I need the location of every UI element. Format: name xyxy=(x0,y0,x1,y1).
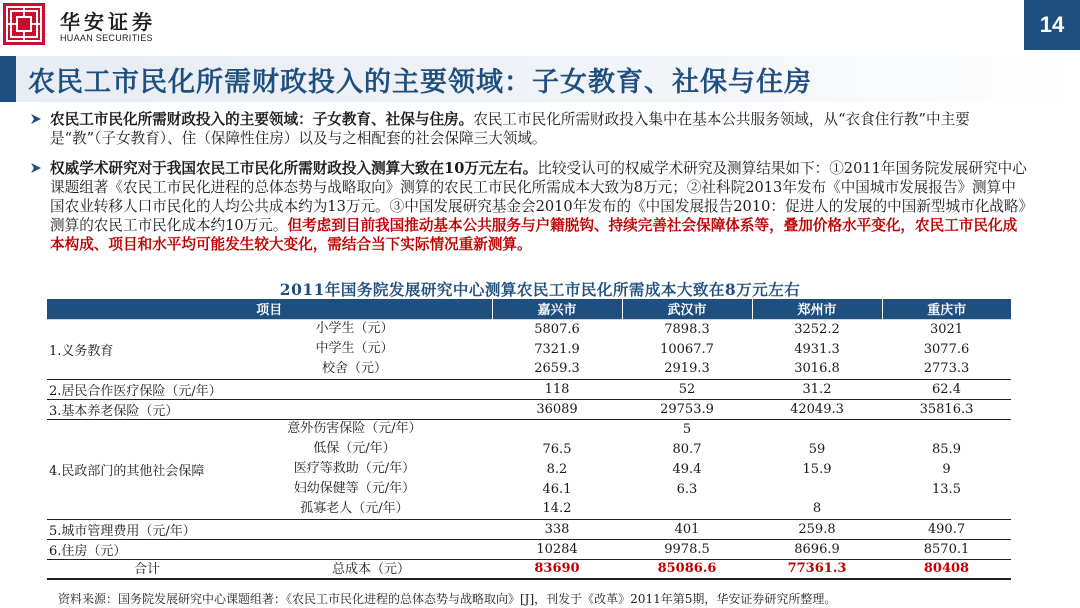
row-value: 31.2 xyxy=(752,379,882,399)
row-value: 8696.9 xyxy=(752,539,882,559)
row-value: 62.4 xyxy=(882,379,1011,399)
logo-text-cn: 华安证券 xyxy=(60,10,156,34)
row-value: 5 xyxy=(622,419,752,439)
bullet-bold-text: 农民工市民化所需财政投入的主要领域：子女教育、社保与住房。 xyxy=(50,111,474,128)
row-value: 118 xyxy=(492,379,622,399)
row-value: 2919.3 xyxy=(664,361,710,377)
row-value: 401 xyxy=(622,519,752,539)
row-subitem: 校舍（元） xyxy=(321,361,387,376)
bullet-text: 比较受认可的权威学术研究及测算结果如下：①2011年国务院发展研究中心课题组著《农民工市民化进程的总体态势与战略取向》测算的农民工市民化所需成本大致为8万元；②社科院2013年发布《中国城市发展报告》测算中国农业转移人口市民化的人均公共成本约为13万元。③中国发展研究基金会2010年发布的《中国发展报告2010：促进人的发展的中国新型城市化战略》测算的农民工市民化成本约10万元。 xyxy=(50,160,1027,234)
row-value: 490.7 xyxy=(882,519,1011,539)
row-value: 10067.7 xyxy=(660,341,714,357)
total-label: 合计 xyxy=(134,561,161,577)
row-value: 15.9 xyxy=(802,461,832,477)
row-subitem: 低保（元/年） xyxy=(313,441,396,456)
row-value: 3021 xyxy=(882,319,1011,339)
row-value: 85.9 xyxy=(932,441,961,457)
table-row xyxy=(47,539,1011,559)
header-zhengzhou: 郑州市 xyxy=(752,299,882,319)
row-value: 29753.9 xyxy=(622,399,752,419)
row-category: 4.民政部门的其他社会保障 xyxy=(47,419,492,519)
row-value xyxy=(622,499,752,519)
table-row xyxy=(47,519,1011,539)
row-value: 4931.3 xyxy=(794,341,840,357)
arrow-bullet-icon xyxy=(30,113,42,125)
table-header-row xyxy=(47,299,1011,319)
row-value: 7321.9 xyxy=(534,341,580,357)
row-value: 3016.8 xyxy=(794,361,840,377)
row-value: 49.4 xyxy=(672,461,702,477)
logo-text-en: HUAAN SECURITIES xyxy=(60,33,153,43)
title-accent xyxy=(0,56,16,102)
row-subitem: 中学生（元） xyxy=(315,341,394,356)
row-value: 7898.3 xyxy=(622,319,752,339)
total-label-cell xyxy=(47,559,492,579)
row-value xyxy=(752,419,882,439)
row-value: 80.7 xyxy=(672,441,702,457)
row-value: 46.1 xyxy=(542,481,572,497)
row-value: 14.2 xyxy=(542,501,572,517)
bullet-item xyxy=(30,159,1030,254)
row-category: 1.义务教育 xyxy=(47,319,492,379)
row-value: 8.2 xyxy=(546,461,568,477)
row-value: 3252.2 xyxy=(752,319,882,339)
arrow-bullet-icon xyxy=(30,162,42,174)
row-subitem: 妇幼保健等（元/年） xyxy=(293,481,416,496)
row-category: 3.基本养老保险（元） xyxy=(47,399,492,419)
table-total-row xyxy=(47,559,1011,579)
row-subitem: 意外伤害保险（元/年） xyxy=(287,421,422,436)
source-note: 资料来源：国务院发展研究中心课题组著：《农民工市民化进程的总体态势与战略取向》[J]，刊发于《改革》2011年第5期，华安证券研究所整理。 xyxy=(58,592,837,606)
row-value: 2773.3 xyxy=(923,361,970,377)
row-value: 52 xyxy=(622,379,752,399)
header-wuhan: 武汉市 xyxy=(622,299,752,319)
huaan-logo-icon xyxy=(2,2,46,46)
row-value: 76.5 xyxy=(542,441,572,457)
page-title: 农民工市民化所需财政投入的主要领域：子女教育、社保与住房 xyxy=(28,67,812,98)
row-value: 42049.3 xyxy=(752,399,882,419)
table-caption: 2011年国务院发展研究中心测算农民工市民化所需成本大致在8万元左右 xyxy=(279,280,801,299)
row-value: 8570.1 xyxy=(882,539,1011,559)
row-value: 9978.5 xyxy=(622,539,752,559)
row-value: 5807.6 xyxy=(492,319,622,339)
total-value: 77361.3 xyxy=(752,559,882,579)
row-value: 13.5 xyxy=(932,481,961,497)
header-chongqing: 重庆市 xyxy=(882,299,1011,319)
row-subitem: 孤寡老人（元/年） xyxy=(300,501,409,516)
bullet-red-text: 但考虑到目前我国推动基本公共服务与户籍脱钩、持续完善社会保障体系等，叠加价格水平变化，农民工市民化成本构成、项目和水平均可能发生较大变化，需结合当下实际情况重新测算。 xyxy=(50,217,1018,253)
row-value: 10284 xyxy=(492,539,622,559)
total-sublabel: 总成本（元） xyxy=(332,561,411,577)
bullet-text: 农民工市民化所需财政投入集中在基本公共服务领域，从“衣食住行教”中主要是“教”（子女教育）、住（保障性住房）以及与之相配套的社会保障三大领域。 xyxy=(50,111,970,147)
bullet-list xyxy=(30,110,1030,265)
row-category: 2.居民合作医疗保险（元/年） xyxy=(47,379,492,399)
row-value: 338 xyxy=(492,519,622,539)
total-value: 85086.6 xyxy=(622,559,752,579)
row-value: 9 xyxy=(942,461,951,477)
row-value: 59 xyxy=(808,441,826,457)
bullet-bold-text: 权威学术研究对于我国农民工市民化所需财政投入测算大致在10万元左右。 xyxy=(50,160,538,177)
row-subitem: 医疗等救助（元/年） xyxy=(293,461,416,476)
page-number: 14 xyxy=(1024,0,1080,50)
table-row xyxy=(47,399,1011,419)
table-row xyxy=(47,379,1011,399)
header-jiaxing: 嘉兴市 xyxy=(492,299,622,319)
row-value: 6.3 xyxy=(676,481,698,497)
bullet-item xyxy=(30,110,1030,148)
row-value: 36089 xyxy=(492,399,622,419)
row-value: 2659.3 xyxy=(534,361,580,377)
row-value xyxy=(752,479,882,499)
row-value xyxy=(882,419,1011,439)
total-value: 80408 xyxy=(882,559,1011,579)
row-value xyxy=(492,419,622,439)
header-item: 项目 xyxy=(47,299,492,319)
row-value: 8 xyxy=(812,501,822,517)
row-subitem: 小学生（元） xyxy=(315,321,394,336)
row-category: 5.城市管理费用（元/年） xyxy=(47,519,492,539)
row-category: 6.住房（元） xyxy=(47,539,492,559)
row-value xyxy=(882,499,1011,519)
row-value: 35816.3 xyxy=(882,399,1011,419)
row-value: 3077.6 xyxy=(923,341,970,357)
row-value: 259.8 xyxy=(752,519,882,539)
total-value: 83690 xyxy=(492,559,622,579)
